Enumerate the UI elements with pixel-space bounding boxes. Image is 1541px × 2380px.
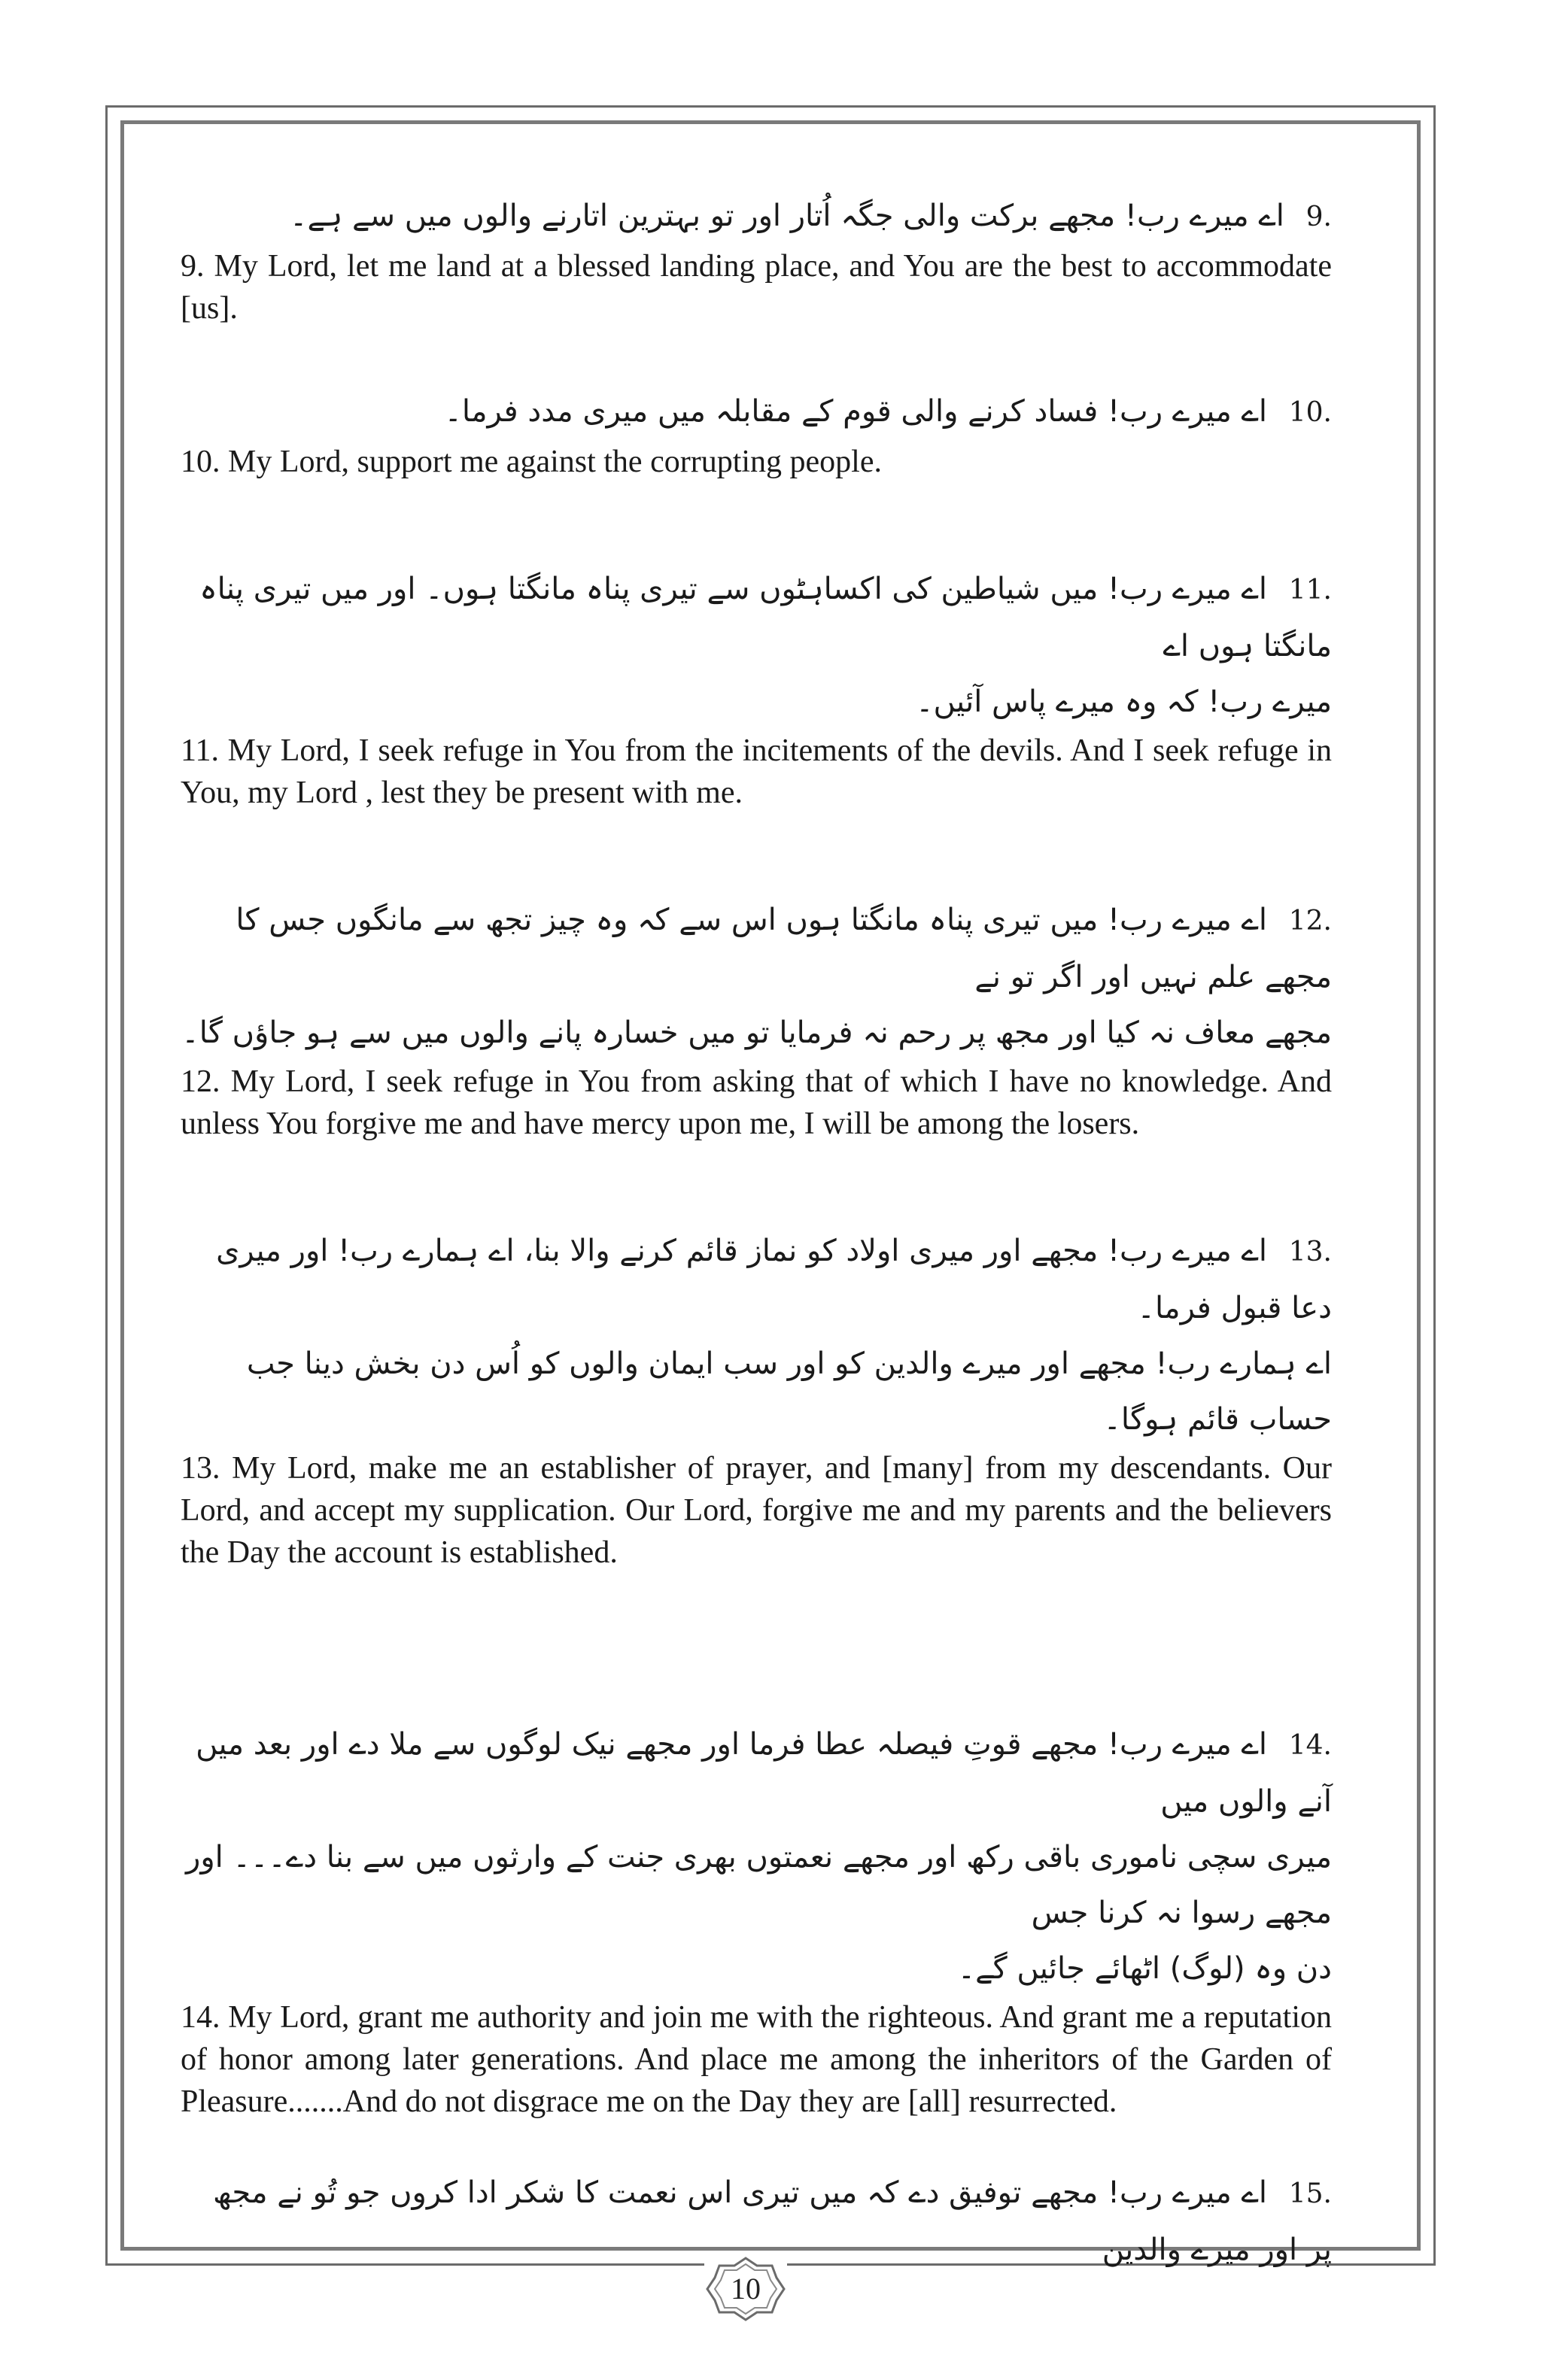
entry-number: 10.: [1288, 397, 1332, 428]
urdu-line: اے ہمارے رب! مجھے اور میرے والدین کو اور سب ایمان والوں کو اُس دن بخش دینا جب حساب قائم ہوگا۔: [246, 1346, 1332, 1437]
urdu-line: اے میرے رب! مجھے توفیق دے کہ میں تیری اس نعمت کا شکر ادا کروں جو تُو نے مجھ پر اور میرے والدین: [213, 2175, 1332, 2267]
urdu-text: [181, 892, 1332, 1061]
urdu-line: اے میرے رب! مجھے قوتِ فیصلہ عطا فرما اور مجھے نیک لوگوں سے ملا دے اور بعد میں آنے والوں میں: [196, 1727, 1332, 1819]
page-number-ornament: [704, 2255, 787, 2323]
dua-entry-14: [181, 1717, 1332, 2123]
entry-number: 13.: [1288, 1237, 1332, 1267]
urdu-line: اے میرے رب! مجھے برکت والی جگہ اُتار اور تو بہترین اتارنے والوں میں سے ہے۔: [290, 199, 1284, 233]
urdu-line: اے میرے رب! مجھے اور میری اولاد کو نماز قائم کرنے والا بنا، اے ہمارے رب! اور میری دعا قبول فرما۔: [216, 1234, 1332, 1325]
urdu-line: میرے رب! کہ وہ میرے پاس آئیں۔: [916, 685, 1332, 719]
dua-entry-10: [181, 384, 1332, 483]
dua-entry-12: [181, 892, 1332, 1145]
urdu-text: [181, 1717, 1332, 1996]
entry-number: 11.: [1288, 575, 1332, 606]
entry-number: 9.: [1305, 202, 1332, 232]
english-translation: 10. My Lord, support me against the corrupting people.: [181, 445, 882, 479]
urdu-line: دن وہ (لوگ) اٹھائے جائیں گے۔: [957, 1951, 1332, 1986]
urdu-line: میری سچی ناموری باقی رکھ اور مجھے نعمتوں بھری جنت کے وارثوں میں سے بنا دے۔۔۔ اور مجھے رسوا نہ کرنا جس: [186, 1840, 1332, 1930]
urdu-line: اے میرے رب! فساد کرنے والی قوم کے مقابلہ میں میری مدد فرما۔: [444, 394, 1268, 429]
english-translation: 11. My Lord, I seek refuge in You from the incitements of the devils. And I seek refuge in You, my Lord , lest they be present with me.: [181, 733, 1332, 810]
english-translation: 14. My Lord, grant me authority and join me with the righteous. And grant me a reputation of honor among later generations. And place me among the inheritors of the Garden of Pleasure.......And do not disgrace me on the Day they are [all] resurrected.: [181, 2000, 1332, 2119]
entry-number: 14.: [1288, 1730, 1332, 1761]
entry-number: 15.: [1288, 2178, 1332, 2209]
dua-entry-13: [181, 1223, 1332, 1574]
urdu-text: [181, 188, 1332, 245]
page-content: [181, 188, 1332, 2278]
urdu-text: [181, 1223, 1332, 1447]
urdu-text: [181, 384, 1332, 441]
entry-number: 12.: [1288, 906, 1332, 937]
dua-entry-11: [181, 561, 1332, 814]
page-number: 10: [731, 2272, 761, 2306]
urdu-text: [181, 561, 1332, 730]
urdu-line: اے میرے رب! میں شیاطین کی اکساہٹوں سے تیری پناہ مانگتا ہوں۔ اور میں تیری پناہ مانگتا ہوں اے: [199, 572, 1332, 663]
dua-entry-9: [181, 188, 1332, 329]
urdu-line: مجھے معاف نہ کیا اور مجھ پر رحم نہ فرمایا تو میں خسارہ پانے والوں میں سے ہو جاؤں گا۔: [181, 1015, 1332, 1050]
english-translation: 13. My Lord, make me an establisher of prayer, and [many] from my descendants. Our Lord, and accept my supplication. Our Lord, forgive me and my parents and the believers the Day the account is established.: [181, 1451, 1332, 1570]
english-translation: 12. My Lord, I seek refuge in You from asking that of which I have no knowledge. And unless You forgive me and have mercy upon me, I will be among the losers.: [181, 1064, 1332, 1141]
english-translation: 9. My Lord, let me land at a blessed landing place, and You are the best to accommodate [us].: [181, 249, 1332, 326]
urdu-line: اے میرے رب! میں تیری پناہ مانگتا ہوں اس سے کہ وہ چیز تجھ سے مانگوں جس کا مجھے علم نہیں اور اگر تو نے: [236, 903, 1332, 994]
